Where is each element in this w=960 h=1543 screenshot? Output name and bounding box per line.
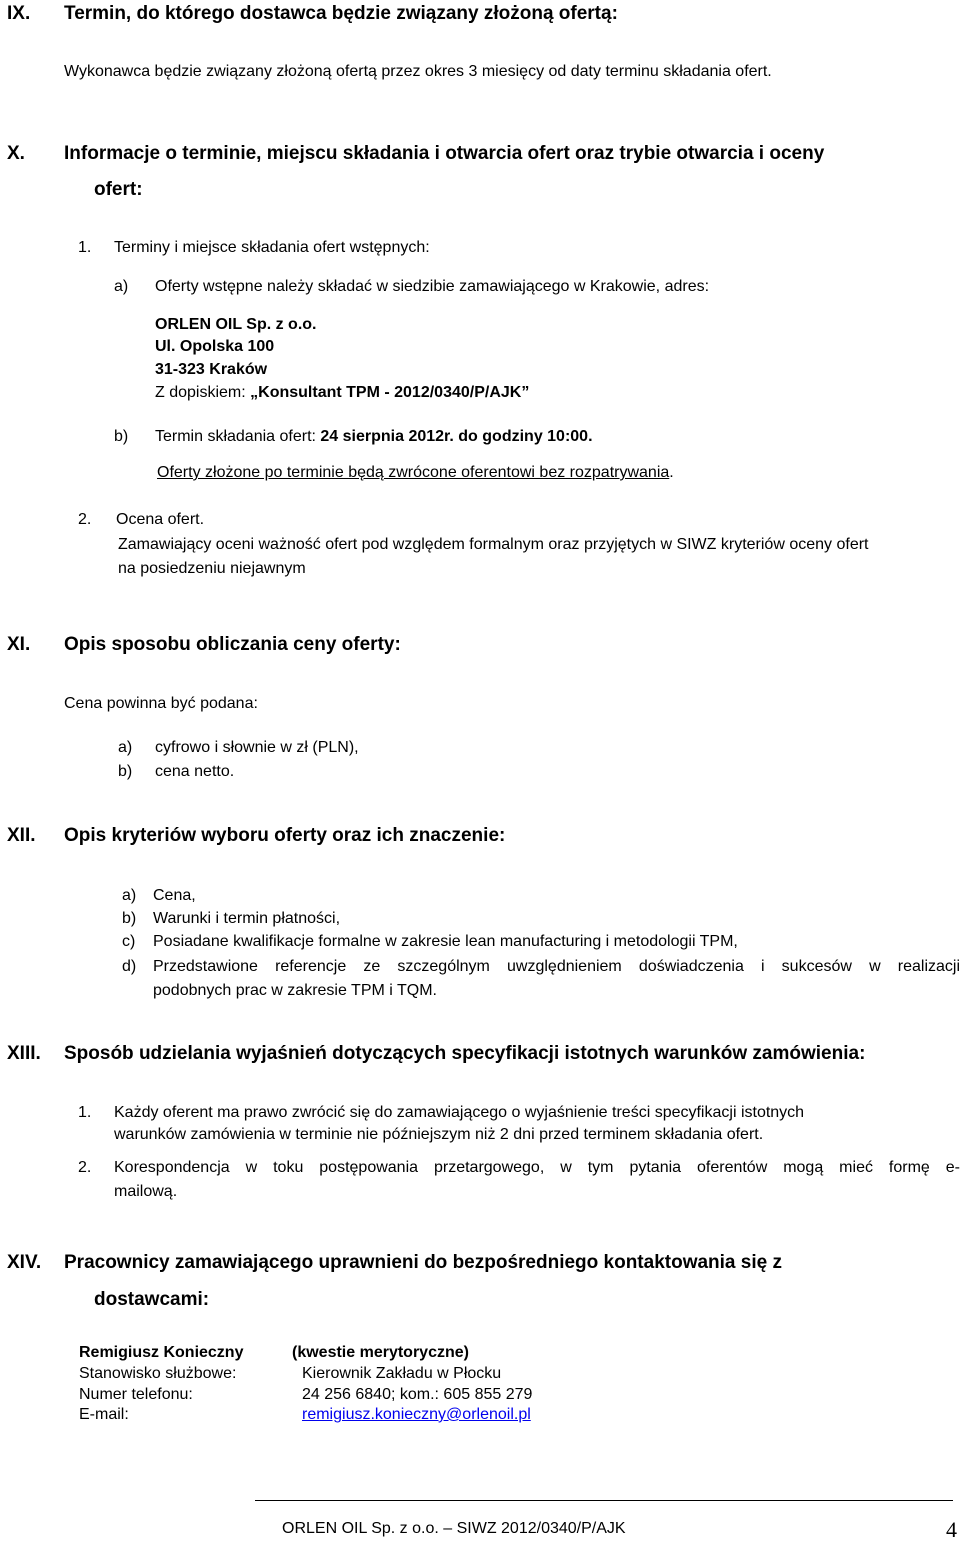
criteria-b-text: Warunki i termin płatności,	[153, 910, 341, 927]
price-item-a-label: a)	[118, 739, 133, 756]
clarification-2-line1: Korespondencja w toku postępowania przetargowego, w tym pytania oferentów mogą mieć formę e-	[114, 1159, 960, 1176]
contact-position-value: Kierownik Zakładu w Płocku	[302, 1365, 502, 1382]
price-intro: Cena powinna być podana:	[64, 695, 258, 712]
contact-phone-value: 24 256 6840; kom.: 605 855 279	[302, 1386, 533, 1403]
section-x-title-line1: Informacje o terminie, miejscu składania i otwarcia ofert oraz trybie otwarcia i oceny	[64, 143, 825, 164]
contact-phone-label: Numer telefonu:	[79, 1386, 193, 1403]
criteria-d-text: Przedstawione referencje ze szczególnym uwzględnieniem doświadczenia i sukcesów w realizacji	[153, 958, 960, 975]
address-company: ORLEN OIL Sp. z o.o.	[155, 316, 317, 333]
annotation-reference: „Konsultant TPM - 2012/0340/P/AJK”	[250, 384, 530, 401]
evaluation-line1: Zamawiający oceni ważność ofert pod względem formalnym oraz przyjętych w SIWZ kryteriów oceny ofert	[118, 536, 869, 553]
deadline-date: 24 sierpnia 2012r. do godziny 10:00.	[320, 428, 593, 445]
criteria-b-label: b)	[122, 910, 137, 927]
section-xi-title: Opis sposobu obliczania ceny oferty:	[64, 634, 401, 655]
section-x-item1-number: 1.	[78, 239, 92, 256]
section-xii-title: Opis kryteriów wyboru oferty oraz ich znaczenie:	[64, 825, 506, 846]
section-ix-title: Termin, do którego dostawca będzie związany złożoną ofertą:	[64, 3, 618, 24]
address-annotation	[155, 384, 529, 402]
contact-name: Remigiusz Konieczny	[79, 1344, 244, 1361]
section-ix-number: IX.	[7, 3, 31, 24]
late-offers-note	[157, 464, 674, 482]
price-item-b-label: b)	[118, 763, 133, 780]
section-x-item2-number: 2.	[78, 511, 92, 528]
price-item-a-text: cyfrowo i słownie w zł (PLN),	[155, 739, 359, 756]
section-xii-number: XII.	[7, 825, 36, 846]
section-xiii-number: XIII.	[7, 1043, 41, 1064]
clarification-2-line2: mailową.	[114, 1183, 178, 1200]
criteria-d-label: d)	[122, 958, 137, 975]
evaluation-line2: na posiedzeniu niejawnym	[118, 560, 306, 577]
address-city: 31-323 Kraków	[155, 361, 268, 378]
section-xiv-title-line2: dostawcami:	[94, 1289, 210, 1310]
section-x-item1-a-text: Oferty wstępne należy składać w siedzibie zamawiającego w Krakowie, adres:	[155, 278, 710, 295]
section-x-item1-text: Terminy i miejsce składania ofert wstępnych:	[114, 239, 430, 256]
clarification-1-line1: Każdy oferent ma prawo zwrócić się do zamawiającego o wyjaśnienie treści specyfikacji istotnych	[114, 1104, 805, 1121]
section-x-item1-a-label: a)	[114, 278, 129, 295]
clarification-2-number: 2.	[78, 1159, 92, 1176]
section-xi-number: XI.	[7, 634, 31, 655]
annotation-prefix: Z dopiskiem:	[155, 384, 251, 401]
clarification-1-line2: warunków zamówienia w terminie nie późniejszym niż 2 dni przed terminem składania ofert.	[114, 1126, 764, 1143]
section-x-number: X.	[7, 143, 25, 164]
contact-email-link[interactable]: remigiusz.konieczny@orlenoil.pl	[302, 1406, 531, 1423]
contact-role-note: (kwestie merytoryczne)	[292, 1344, 469, 1361]
criteria-c-label: c)	[122, 933, 136, 950]
footer-text: ORLEN OIL Sp. z o.o. – SIWZ 2012/0340/P/AJK	[282, 1520, 626, 1537]
section-x-item2-text: Ocena ofert.	[116, 511, 205, 528]
criteria-c-text: Posiadane kwalifikacje formalne w zakresie lean manufacturing i metodologii TPM,	[153, 933, 738, 950]
deadline-line	[155, 428, 593, 446]
criteria-a-label: a)	[122, 887, 137, 904]
contact-position-label: Stanowisko służbowe:	[79, 1365, 237, 1382]
section-ix-text: Wykonawca będzie związany złożoną ofertą przez okres 3 miesięcy od daty terminu składania ofert.	[64, 63, 772, 80]
footer-divider	[255, 1500, 953, 1501]
section-x-title-line2: ofert:	[94, 179, 143, 200]
section-x-item1-b-label: b)	[114, 428, 129, 445]
page-number: 4	[946, 1517, 957, 1542]
late-offers-dot: .	[669, 464, 674, 481]
section-xiii-title: Sposób udzielania wyjaśnień dotyczących specyfikacji istotnych warunków zamówienia:	[64, 1043, 866, 1064]
clarification-1-number: 1.	[78, 1104, 92, 1121]
deadline-prefix: Termin składania ofert:	[155, 428, 321, 445]
criteria-a-text: Cena,	[153, 887, 196, 904]
section-xiv-number: XIV.	[7, 1252, 42, 1273]
criteria-d-text-cont: podobnych prac w zakresie TPM i TQM.	[153, 982, 437, 999]
price-item-b-text: cena netto.	[155, 763, 235, 780]
contact-email-label: E-mail:	[79, 1406, 129, 1423]
late-offers-text: Oferty złożone po terminie będą zwrócone oferentowi bez rozpatrywania	[157, 464, 670, 481]
address-street: Ul. Opolska 100	[155, 338, 275, 355]
section-xiv-title-line1: Pracownicy zamawiającego uprawnieni do bezpośredniego kontaktowania się z	[64, 1252, 782, 1273]
